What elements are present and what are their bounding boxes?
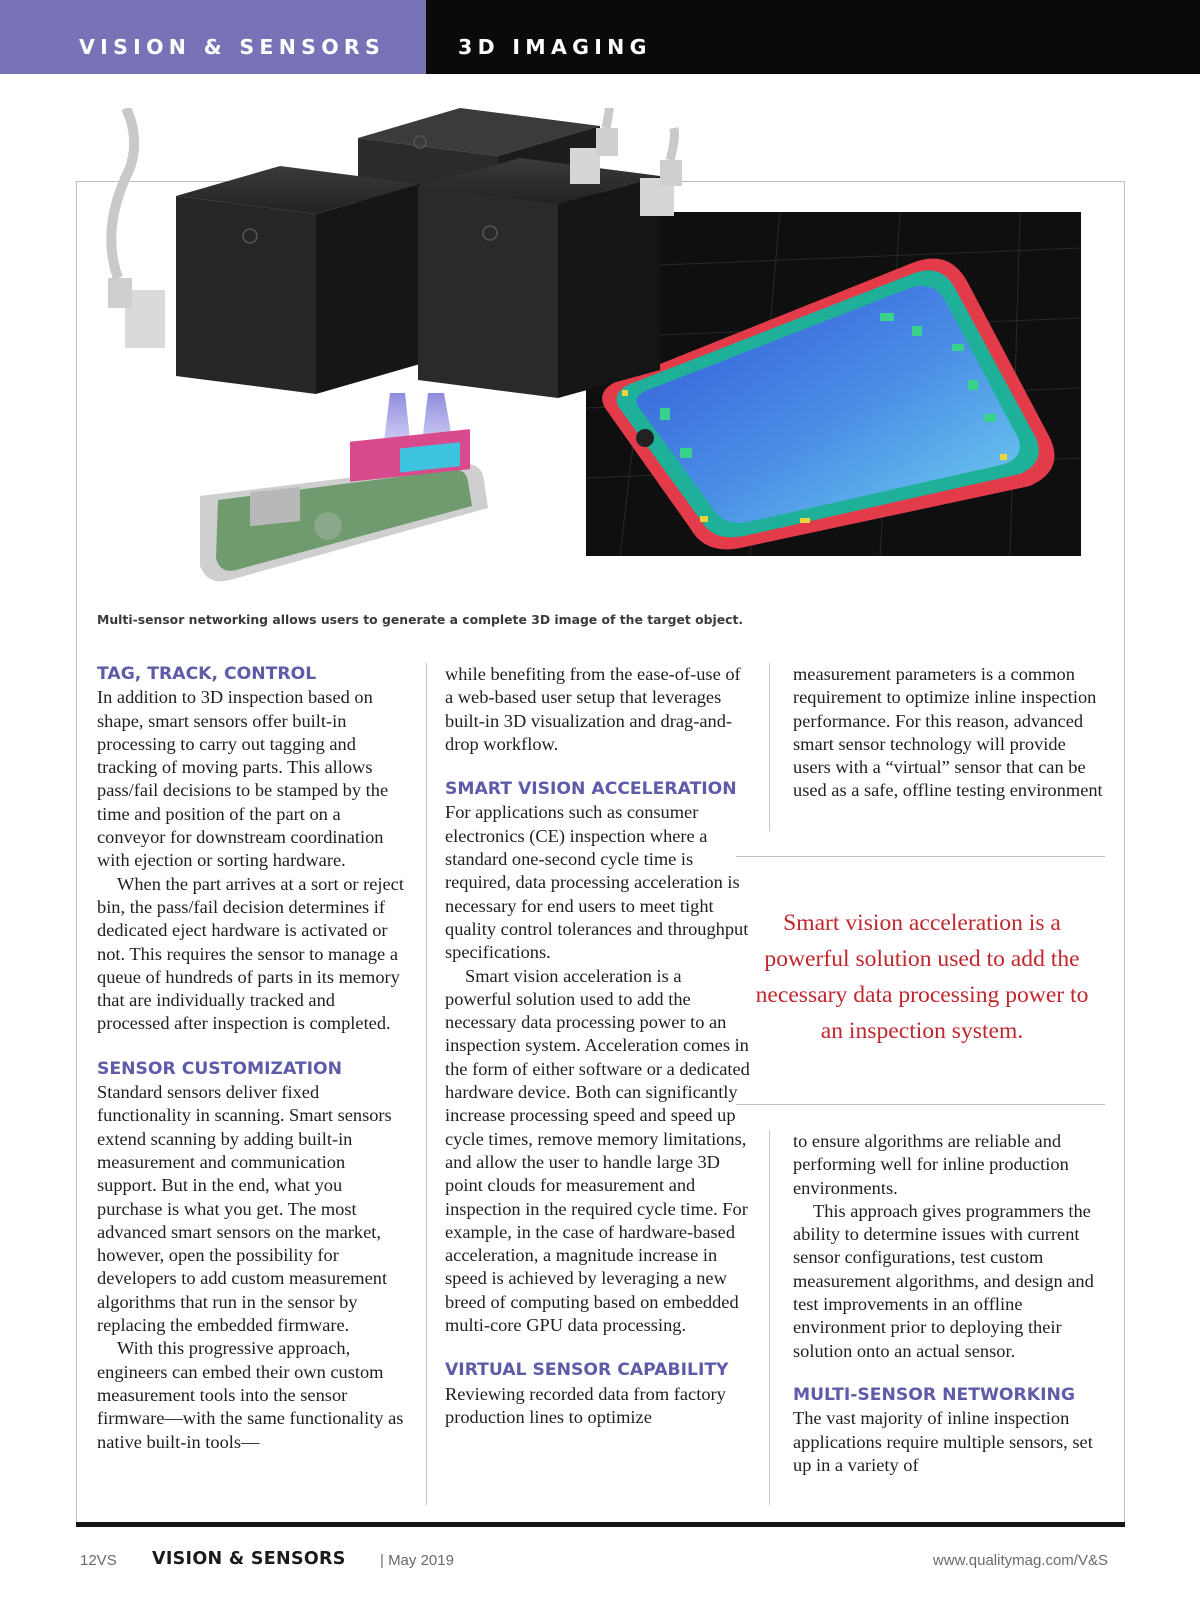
column-left bbox=[97, 663, 409, 1454]
pull-quote-rule-bottom bbox=[736, 1104, 1105, 1105]
target-phone-device bbox=[200, 429, 488, 581]
paragraph: measurement parameters is a common requirement to optimize inline inspection performance. For this reason, advanced smart sensor technology will provide users with a “virtual” sensor that can be used as a safe, offline testing environment bbox=[793, 664, 1103, 801]
pull-quote-rule-top bbox=[736, 856, 1105, 857]
section-topic: 3D IMAGING bbox=[458, 35, 652, 59]
section-header-band bbox=[0, 0, 1200, 74]
column-divider bbox=[769, 1130, 770, 1505]
paragraph: This approach gives programmers the ability to determine issues with current sensor configurations, test custom measurement algorithms, and design and test improvements in an offline environment prior to deploying their solution onto an actual sensor. bbox=[793, 1200, 1094, 1361]
paragraph: Reviewing recorded data from factory production lines to optimize bbox=[445, 1383, 726, 1427]
paragraph: When the part arrives at a sort or reject bin, the pass/fail decision determines if dedicated eject hardware is activated or not. This requires the sensor to manage a queue of hundreds of parts in its memory that are individually tracked and processed after inspection is completed. bbox=[97, 873, 404, 1034]
paragraph: while benefiting from the ease-of-use of a web-based user setup that leverages built-in 3D visualization and drag-and-drop workflow. bbox=[445, 664, 741, 754]
column-right-bottom bbox=[793, 1130, 1105, 1477]
page-number: 12VS bbox=[80, 1552, 117, 1569]
paragraph: The vast majority of inline inspection applications require multiple sensors, set up in a variety of bbox=[793, 1408, 1093, 1475]
sensor-figure-illustration bbox=[100, 108, 1105, 608]
paragraph: to ensure algorithms are reliable and performing well for inline production environments. bbox=[793, 1131, 1069, 1198]
paragraph: In addition to 3D inspection based on shape, smart sensors offer built-in processing to carry out tagging and tracking of moving parts. This allows pass/fail decisions to be stamped by the time and position of the part on a conveyor for downstream coordination with ejection or sorting hardware. bbox=[97, 687, 389, 871]
smart-sensor-units bbox=[108, 108, 682, 398]
heading-tag-track-control: TAG, TRACK, CONTROL bbox=[97, 664, 317, 684]
pull-quote: Smart vision acceleration is a powerful solution used to add the necessary data processing power to an inspection system. bbox=[755, 910, 1089, 1044]
paragraph: Standard sensors deliver fixed functionality in scanning. Smart sensors extend scanning by adding built-in measurement and communication support. But in the end, what you purchase is what you get. The most advanced smart sensors on the market, however, open the possibility for developers to add custom measurement algorithms that run in the sensor by replacing the embedded firmware. bbox=[97, 1082, 392, 1336]
paragraph: With this progressive approach, engineers can embed their own custom measurement tools into the sensor firmware—with the same functionality as native built-in tools— bbox=[97, 1338, 404, 1452]
column-divider bbox=[426, 663, 427, 1505]
magazine-name: VISION & SENSORS bbox=[152, 1549, 346, 1569]
heading-virtual-sensor-capability: VIRTUAL SENSOR CAPABILITY bbox=[445, 1360, 729, 1381]
heading-sensor-customization: SENSOR CUSTOMIZATION bbox=[97, 1058, 343, 1079]
column-right-top bbox=[793, 663, 1105, 803]
section-name: VISION & SENSORS bbox=[79, 35, 386, 59]
website-url: www.qualitymag.com/V&S bbox=[932, 1552, 1108, 1569]
figure-caption: Multi-sensor networking allows users to generate a complete 3D image of the target object. bbox=[97, 612, 744, 627]
issue-date: | May 2019 bbox=[380, 1552, 454, 1569]
column-divider bbox=[769, 663, 770, 831]
column-middle bbox=[445, 663, 751, 1429]
scan-visualization-panel bbox=[586, 212, 1081, 556]
heading-smart-vision-acceleration: SMART VISION ACCELERATION bbox=[445, 779, 737, 800]
bottom-rule bbox=[76, 1522, 1125, 1527]
paragraph: For applications such as consumer electronics (CE) inspection where a standard one-second cycle time is required, data processing acceleration is necessary for end users to meet tight quality control tolerances and throughput specifications. bbox=[445, 802, 749, 963]
heading-multi-sensor-networking: MULTI-SENSOR NETWORKING bbox=[793, 1384, 1075, 1405]
paragraph: Smart vision acceleration is a powerful solution used to add the necessary data processing power to an inspection system. Acceleration comes in the form of either software or a dedicated hardware device. Both can significantly increase processing speed and speed up cycle times, remove memory limitations, and allow the user to handle large 3D point clouds for measurement and inspection in the required cycle time. For example, in the case of hardware-based acceleration, a magnitude increase in speed is achieved by leveraging a new breed of computing based on embedded multi-core GPU data processing. bbox=[445, 965, 750, 1336]
